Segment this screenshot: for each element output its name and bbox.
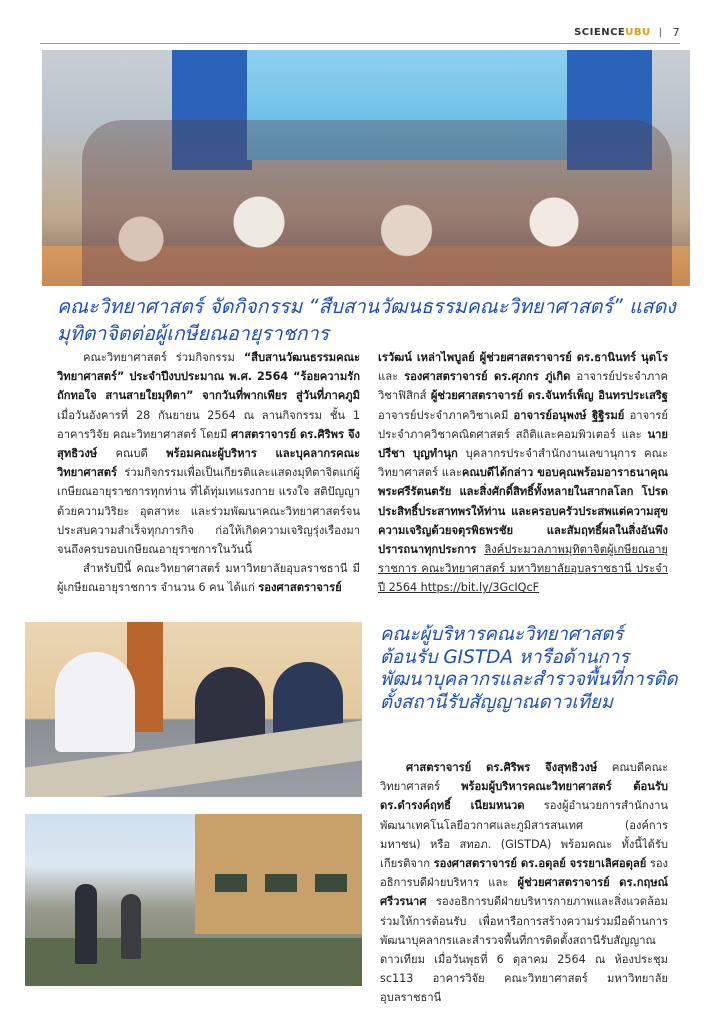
article1-title: คณะวิทยาศาสตร์ จัดกิจกรรม “สืบสานวัฒนธรรมคณะวิทยาศาสตร์” แสดงมุทิตาจิตต่อผู้เกษียณอายุราชการ [57, 295, 676, 345]
article2-body: ศาสตราจารย์ ดร.ศิริพร จึงสุทธิวงษ์ คณบดีคณะวิทยาศาสตร์ พร้อมผู้บริหารคณะวิทยาศาสตร์ ต้อนรับ ดร.ดำรงค์ฤทธิ์ เนียมหนวด รองผู้อำนวยการสำนักงานพัฒนาเทคโนโลยีอวกาศและภูมิสารสนเทศ (องค์การมหาชน) หรือ สทอภ. (GISTDA) พร้อมคณะ ทั้งนี้ได้รับเกียรติจาก รองศาสตราจารย์ ดร.อดุลย์ จรรยาเลิศอดุลย์ รองอธิการบดีฝ่ายบริหาร และ ผู้ช่วยศาสตราจารย์ ดร.กฤษณ์ ศรีวรนาศ รองอธิการบดีฝ่ายบริหารกายภาพและสิ่งแวดล้อม ร่วมให้การต้อนรับ เพื่อหารือการสร้างความร่วมมือด้านการพัฒนาบุคลากรและสำรวจพื้นที่การติดตั้งสถานีรับสัญญาณดาวเทียม เมื่อวันพุธที่ 6 ตุลาคม 2564 ณ ห้องประชุม sc113 อาคารวิจัย คณะวิทยาศาสตร์ มหาวิทยาลัยอุบลราชธานี [380, 761, 669, 1005]
rooftop-survey-photo [25, 814, 362, 986]
brand-science: SCIENCE [574, 26, 626, 38]
page-header [574, 22, 680, 42]
photo-album-link[interactable]: ลิงค์ประมวลภาพมุทิตาจิตผู้เกษียณอายุราชการ คณะวิทยาศาสตร์ มหาวิทยาลัยอุบลราชธานี ประจำปี 2564 https://bit.ly/3GcIQcF [378, 543, 668, 595]
brand-ubu: UBU [625, 26, 651, 38]
page-number: 7 [672, 25, 680, 39]
group-photo-retirement-event [42, 50, 690, 286]
header-separator: | [658, 26, 663, 38]
meeting-photo [25, 622, 362, 797]
article1-column2: เรวัฒน์ เหล่าไพบูลย์ ผู้ช่วยศาสตราจารย์ ดร.ธานินทร์ นุตโรและ รองศาสตราจารย์ ดร.ศุภกร ภู่เกิด อาจารย์ประจำภาควิชาฟิสิกส์ ผู้ช่วยศาสตราจารย์ ดร.จันทร์เพ็ญ อินทรประเสริฐ อาจารย์ประจำภาควิชาเคมี อาจารย์อนุพงษ์ ฐิฐิรมย์ อาจารย์ประจำภาควิชาคณิตศาสตร์ สถิติและคอมพิวเตอร์ และ นายปรีชา บุญทำนุก บุคลากรประจำสำนักงานเลขานุการ คณะวิทยาศาสตร์ และคณบดีได้กล่าว ขอบคุณพร้อมอาราธนาคุณพระศรีรัตนตรัย และสิ่งศักดิ์สิทธิ์ทั้งหลายในสากลโลก โปรดประสิทธิ์ประสาทพรให้ท่าน และครอบครัวประสพแต่ความสุข ความเจริญด้วยจตุรพิธพรชัย และสัมฤทธิ์ผลในสิ่งอันพึงปรารถนาทุกประการ ลิงค์ประมวลภาพมุทิตาจิตผู้เกษียณอายุราชการ คณะวิทยาศาสตร์ มหาวิทยาลัยอุบลราชธานี ประจำปี 2564 https://bit.ly/3GcIQcF [378, 351, 668, 595]
article1-column1: คณะวิทยาศาสตร์ ร่วมกิจกรรม “สืบสานวัฒนธรรมคณะวิทยาศาสตร์” ประจำปีงบประมาณ พ.ศ. 2564 “ร้อยความรักถักทอใจ สานสายใยมุทิตา” จากวันที่พากเพียร สู่วันที่ภาคภูมิ เมื่อวันอังคารที่ 28 กันยายน 2564 ณ ลานกิจกรรม ชั้น 1 อาคารวิจัย คณะวิทยาศาสตร์ โดยมี ศาสตราจารย์ ดร.ศิริพร จึงสุทธิวงษ์ คณบดี พร้อมคณะผู้บริหาร และบุคลากรคณะวิทยาศาสตร์ ร่วมกิจกรรมเพื่อเป็นเกียรติและแสดงมุทิตาจิตแก่ผู้เกษียณอายุราชการทุกท่าน ที่ได้ทุ่มเทแรงกาย แรงใจ สติปัญญา ด้วยความวิริยะ อุตสาหะ และร่วมพัฒนาคณะวิทยาศาสตร์จนประสบความสำเร็จทุกภารกิจ ก่อให้เกิดความเจริญรุ่งเรืองมาจนถึงครบรอบเกษียณอายุราชการในวันนี้ สำหรับปีนี้ คณะวิทยาศาสตร์ มหาวิทยาลัยอุบลราชธานี มีผู้เกษียณอายุราชการ จำนวน 6 คน ได้แก่ รองศาสตราจารย์ [57, 351, 361, 595]
article2-title: คณะผู้บริหารคณะวิทยาศาสตร์ ต้อนรับ GISTDA หารือด้านการพัฒนาบุคลากรและสำรวจพื้นที่การติดตั้งสถานีรับสัญญาณดาวเทียม [380, 624, 678, 713]
header-rule [40, 43, 680, 44]
